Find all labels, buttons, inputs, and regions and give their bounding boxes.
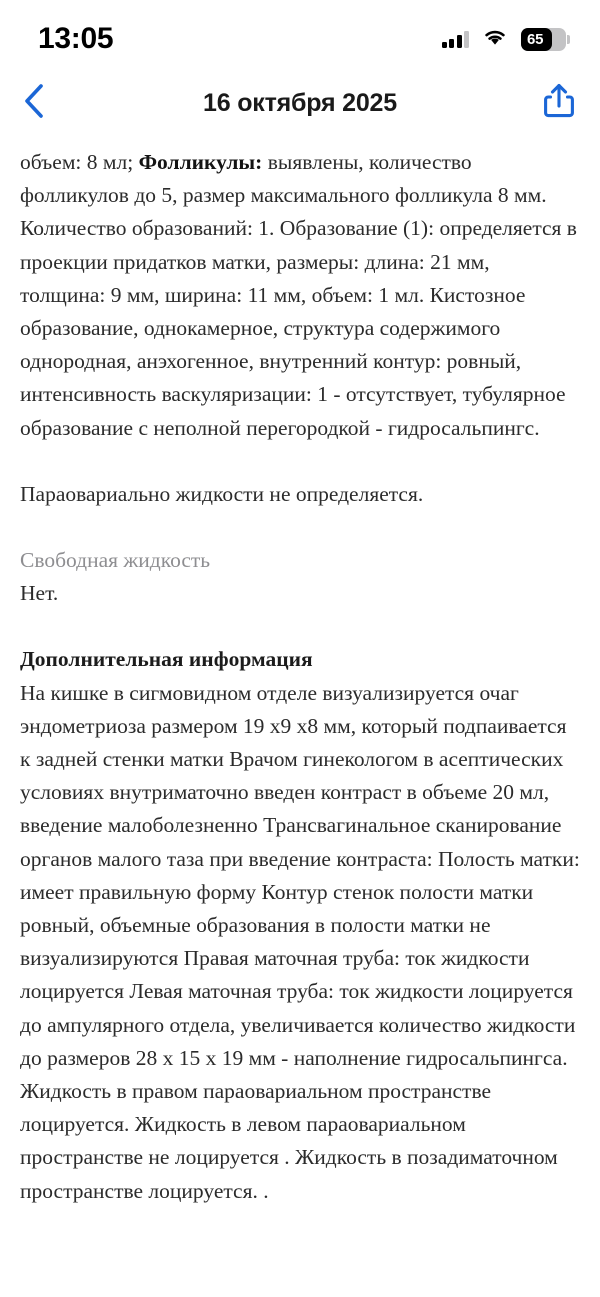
free-fluid-label: Свободная жидкость	[20, 548, 211, 573]
additional-info-text: На кишке в сигмовидном отделе визуализируется очаг эндометриоза размером 19 x9 x8 мм, который подпаивается к задней стенки матки Врачом гинекологом в асептических условиях внутриматочно введен контраст в объеме 20 мл, введение малоболезненно Трансвагинальное сканирование органов малого таза при введение контраста: Полость матки: имеет правильную форму Контур стенок полости матки ровный, объемные образования в полости матки не визуализируются Правая маточная труба: ток жидкости лоцируется Левая маточная труба: ток жидкости лоцируется до ампулярного отдела, увеличивается количество жидкости до размеров 28 x 15 x 19 мм - наполнение гидросальпингса. Жидкость в правом параовариальном пространстве лоцируется. Жидкость в левом параовариальном пространстве не лоцируется . Жидкость в позадиматочном пространстве лоцируется. .	[20, 680, 580, 1203]
share-icon	[544, 83, 574, 124]
battery-icon	[521, 28, 566, 51]
follicles-label: Фолликулы:	[138, 150, 263, 174]
status-bar	[0, 0, 600, 72]
navigation-bar	[0, 72, 600, 134]
free-fluid-value: Нет.	[20, 581, 59, 606]
status-bar-time: 13:05	[38, 22, 114, 55]
back-button[interactable]	[24, 83, 64, 123]
status-bar-icons	[442, 21, 567, 51]
cellular-signal-icon	[442, 30, 470, 48]
wifi-icon	[482, 27, 508, 51]
document-content	[0, 134, 600, 1208]
share-button[interactable]	[534, 83, 574, 123]
paragraph-findings-lead: объем: 8 мл;	[20, 150, 139, 174]
chevron-left-icon	[24, 84, 44, 123]
paragraph-findings-rest: выявлены, количество фолликулов до 5, размер максимального фолликула 8 мм. Количество образований: 1. Образование (1): определяется в проекции придатков матки, размеры: длина: 21 мм, толщина: 9 мм, ширина: 11 мм, объем: 1 мл. Кистозное образование, однокамерное, структура содержимого однородная, анэхогенное, внутренний контур: ровный, интенсивность васкуляризации: 1 - отсутствует, тубулярное образование с неполной перегородкой - гидросальпингс.	[20, 150, 577, 440]
paragraph-findings	[20, 146, 580, 445]
additional-info-heading: Дополнительная информация	[20, 647, 313, 672]
battery-level-text: 65	[527, 30, 544, 48]
page-title: 16 октября 2025	[203, 88, 397, 117]
paragraph-paraovarian: Параовариально жидкости не определяется.	[20, 481, 424, 506]
